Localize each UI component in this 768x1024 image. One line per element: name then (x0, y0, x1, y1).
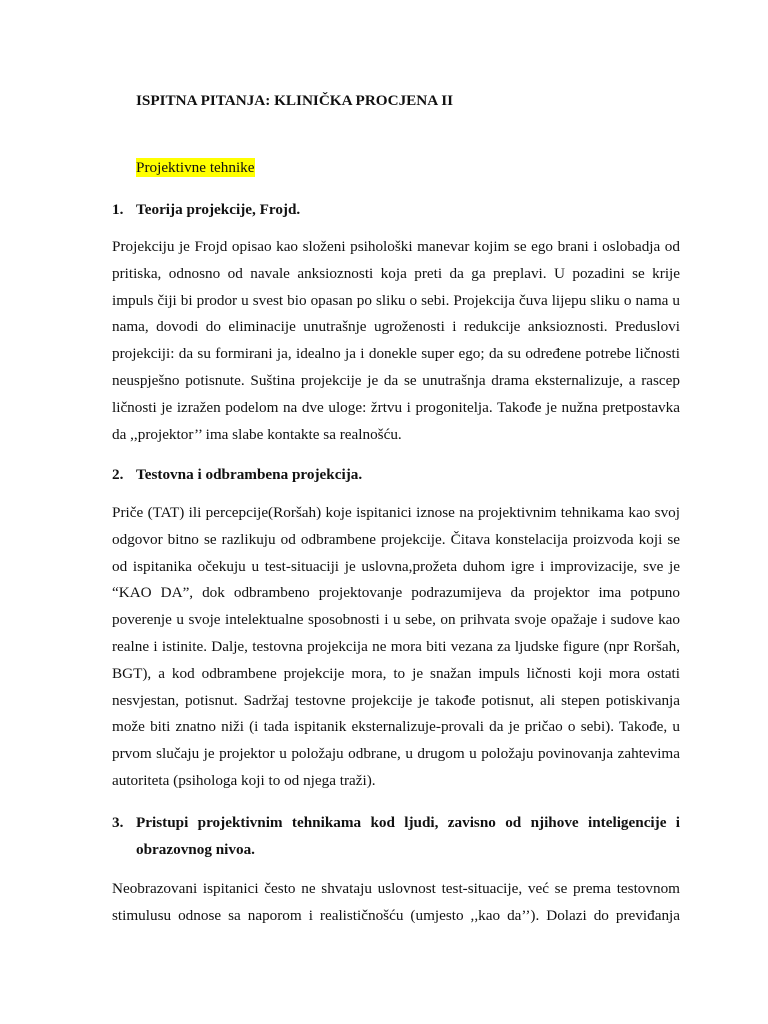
paragraph-line: nama, dovodi do eliminacije unutrašnje ugroženosti i redukcije anksioznosti. Preduslovi (112, 318, 680, 336)
paragraph-line: poverenje u svoje intelektualne sposobnosti i u sebe, on prihvata svoje opažaje i sudove kao (112, 611, 680, 629)
paragraph-line: neuspješno potisnute. Suština projekcije je da se unutrašnja drama eksternalizuje, a rascep (112, 371, 680, 389)
paragraph-line: projekciji: da su formirani ja, idealno ja i donekle super ego; da su određene potrebe ličnosti (112, 345, 680, 363)
paragraph-line: pritiska, odnosno od navale anksioznosti koja preti da ga preplavi. U pozadini se krije (112, 264, 680, 282)
paragraph-line: odgovor bitno se razlikuju od odbrambene projekcije. Čitava konstelacija proizvoda koji se (112, 530, 680, 548)
paragraph-line: od ispitanika očekuju u test-situaciji je uslovna,prožeta duhom igre i improvizacije, sve je (112, 557, 680, 575)
paragraph-line: “KAO DA”, dok odbrambeno projektovanje podrazumijeva da projektor ima potpuno (112, 584, 680, 602)
question-1-paragraph (112, 234, 680, 448)
paragraph-line: da ,,projektor’’ ima slabe kontakte sa realnošću. (112, 425, 402, 443)
paragraph-line: realne i istinite. Dalje, testovna projekcija ne mora biti vezana za ljudske figure (npr Roršah, (112, 637, 680, 655)
question-3-paragraph (112, 876, 680, 930)
paragraph-line: impuls čiji bi prodor u svest bio opasan po sliku o sebi. Projekcija čuva lijepu sliku o nama u (112, 291, 680, 309)
paragraph-line: može biti znatno niži (i tada ispitanik eksternalizuje-provali da je pričao o sebi). Takođe, u (112, 718, 680, 736)
question-heading-text: Testovna i odbrambena projekcija. (136, 466, 363, 483)
paragraph-line: BGT), a kod odbrambene projekcije mora, to je snažan impuls ličnosti koji mora ostati (112, 664, 680, 682)
question-heading-text: Teorija projekcije, Frojd. (136, 201, 301, 218)
paragraph-line: Projekciju je Frojd opisao kao složeni psihološki manevar kojim se ego brani i oslobadja od (112, 238, 680, 255)
question-heading-text: Pristupi projektivnim tehnikama kod ljudi, zavisno od njihove inteligencije i obrazovnog nivoa. (136, 814, 680, 858)
section-label (136, 159, 255, 177)
paragraph-line: nesvjestan, potisnut. Sadržaj testovne projekcije je takođe potisnut, ali stepen potiskivanja (112, 691, 680, 709)
question-number: 3. (112, 814, 124, 831)
paragraph-line: ličnosti je izražen podelom na dve uloge: žrtvu i progonitelja. Takođe je nužna pretpostavka (112, 398, 680, 416)
question-number: 2. (112, 466, 124, 483)
question-number: 1. (112, 201, 124, 218)
paragraph-line: stimulusu odnose sa naporom i realističnošću (umjesto ,,kao da’’). Dolazi do previđanja (112, 906, 680, 924)
paragraph-line: Priče (TAT) ili percepcije(Roršah) koje ispitanici iznose na projektivnim tehnikama kao svoj (112, 504, 680, 521)
paragraph-line: Neobrazovani ispitanici često ne shvataju uslovnost test-situacije, već se prema testovnom (112, 880, 680, 897)
question-2-paragraph (112, 500, 680, 795)
question-1-heading (112, 196, 680, 223)
question-3-heading (112, 809, 680, 863)
document-title: ISPITNA PITANJA: KLINIČKA PROCJENA II (136, 92, 454, 109)
question-2-heading (112, 461, 680, 488)
highlighted-section-label: Projektivne tehnike (136, 159, 255, 176)
paragraph-line: prvom slučaju je projektor u položaju odbrane, u drugom u položaju povinovanja zahtevima (112, 745, 680, 763)
paragraph-line: autoriteta (psihologa koji to od njega traži). (112, 771, 376, 789)
